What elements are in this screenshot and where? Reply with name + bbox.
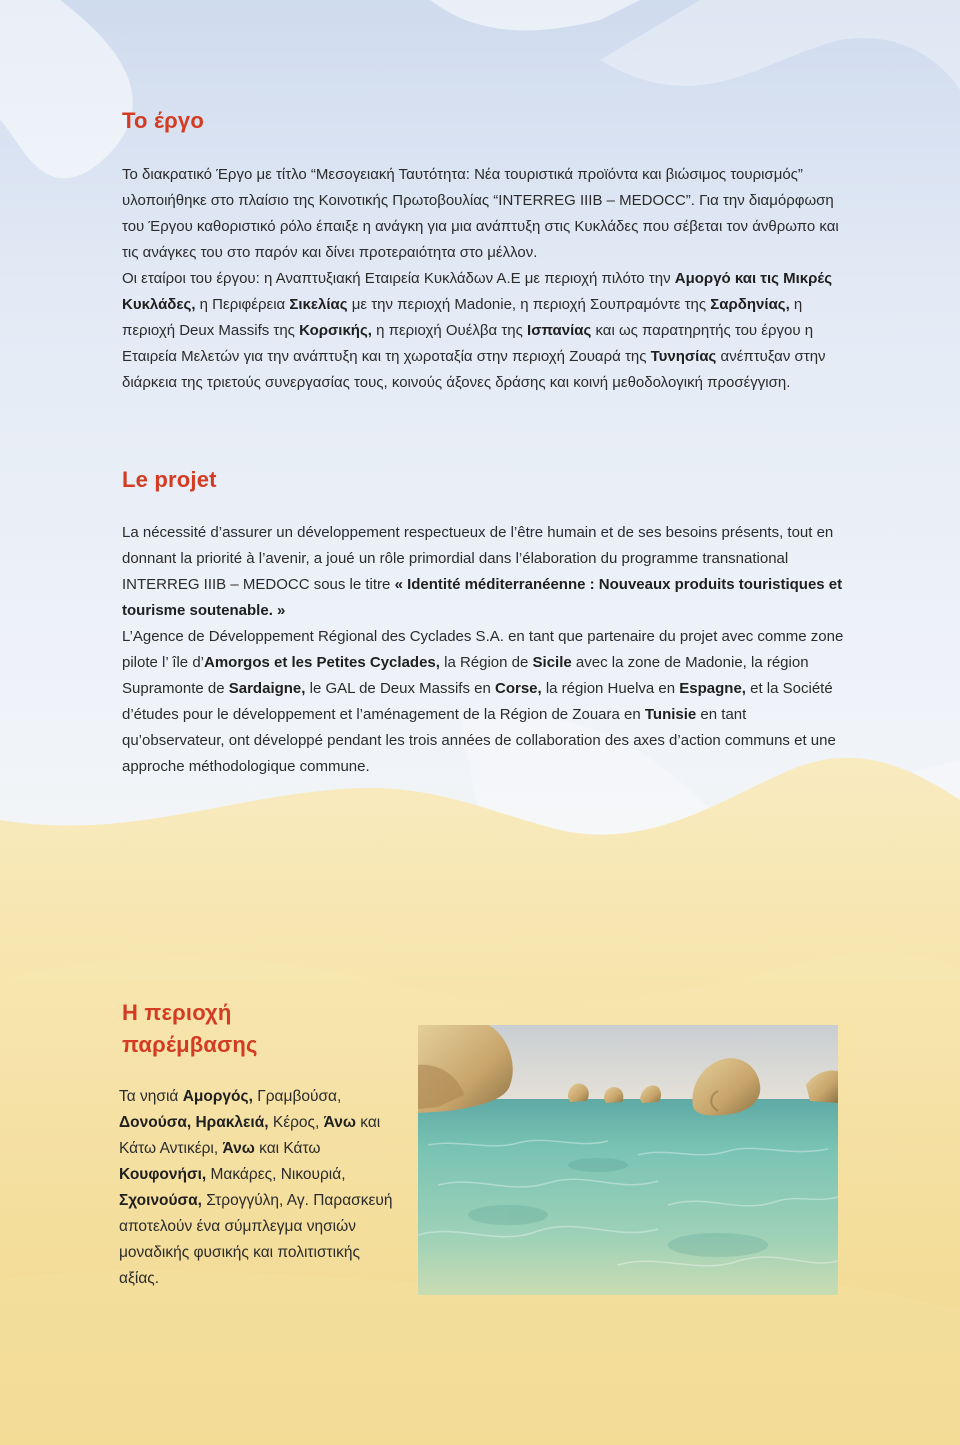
bold-text-run: Άνω	[323, 1114, 356, 1131]
greek-partners	[122, 270, 832, 391]
text-run: Οι εταίροι του έργου: η Αναπτυξιακή Εταιρεία Κυκλάδων Α.Ε με περιοχή πιλότο την	[122, 270, 675, 287]
text-run: Τα νησιά	[119, 1088, 183, 1105]
text-run: η περιοχή Ουέλβα της	[371, 322, 528, 339]
bold-text-run: Sicile	[532, 654, 572, 671]
text-run: η περιοχή Deux Massifs της	[122, 296, 803, 339]
bold-text-run: Tunisie	[644, 706, 697, 723]
text-run: et la Société d’études pour le développement et l’aménagement de la Région de Zouara en	[122, 680, 833, 723]
text-run: L’Agence de Développement Régional des Cyclades S.A. en tant que partenaire du projet avec comme zone pilote l’ île d’	[122, 628, 844, 671]
section-title-greek: Το έργο	[122, 108, 204, 133]
bold-text-run: Τυνησίας	[650, 348, 717, 365]
text-run: la région Huelva en	[541, 680, 680, 697]
bold-text-run: Κουφονήσι,	[119, 1166, 207, 1183]
bold-text-run: Σαρδηνίας,	[710, 296, 790, 313]
text-run: και ως παρατηρητής του έργου η Εταιρεία Μελετών για την ανάπτυξη και τη χωροταξία στην περιοχή Ζουαρά της	[122, 322, 814, 365]
bold-text-run: Κορσικής,	[299, 322, 372, 339]
text-run: Γραμβούσα,	[252, 1088, 342, 1105]
greek-intro	[122, 166, 839, 261]
bold-text-run: « Identité méditerranéenne : Nouveaux produits touristiques et tourisme soutenable. »	[122, 576, 843, 619]
text-run: le GAL de Deux Massifs en	[305, 680, 495, 697]
text-run: Κέρος,	[268, 1114, 324, 1131]
text-run: Το διακρατικό Έργο με τίτλο “Μεσογειακή Ταυτότητα: Νέα τουριστικά προϊόντα και βιώσιμος τουρισμός” υλοποιήθηκε στο πλαίσιο της Κοινοτικής Πρωτοβουλίας “INTERREG IIIB – MEDOCC”. Για την διαμόρφωση του Έργου καθοριστικό ρόλο έπαιξε η ανάγκη για μια ανάπτυξη στις Κυκλάδες που σέβεται τον άνθρωπο και τις ανάγκες του στο παρόν και δίνει προτεραιότητα στο μέλλον.	[122, 166, 839, 261]
text-run: en tant qu’observateur, ont développé pendant les trois années de collaboration des axes d’action communs et une approche méthodologique commune.	[122, 706, 836, 775]
text-run: la Région de	[439, 654, 533, 671]
text-run: La nécessité d’assurer un développement respectueux de l’être humain et de ses besoins présents, tout en donnant la priorité à l’avenir, a joué un rôle primordial dans l’élaboration du programme transnational INTERREG IIIB – MEDOCC sous le titre	[122, 524, 834, 593]
area-title-line-2: παρέμβασης	[122, 1032, 258, 1057]
bold-text-run: Αμοργός,	[182, 1088, 253, 1105]
bold-text-run: Δονούσα, Ηρακλειά,	[119, 1114, 269, 1131]
area-title-line-1: Η περιοχή	[122, 1000, 232, 1025]
greek-paragraph	[122, 162, 844, 396]
text-run: και Κάτω Αντικέρι,	[119, 1114, 381, 1157]
section-title-area	[122, 997, 258, 1061]
text-run: και Κάτω	[254, 1140, 321, 1157]
bold-text-run: Sardaigne,	[228, 680, 306, 697]
text-run: ανέπτυξαν στην διάρκεια της τριετούς συνεργασίας τους, κοινούς άξονες δράσης και κοινή μεθοδολογική προσέγγιση.	[122, 348, 826, 391]
section-title-french: Le projet	[122, 467, 217, 492]
bold-text-run: Ισπανίας	[527, 322, 592, 339]
bold-text-run: Corse,	[494, 680, 542, 697]
bold-text-run: Άνω	[222, 1140, 255, 1157]
text-run: Μακάρες, Νικουριά,	[206, 1166, 346, 1183]
text-run: με την περιοχή Madonie, η περιοχή Σουπραμόντε της	[347, 296, 711, 313]
bold-text-run: Σικελίας	[289, 296, 348, 313]
seascape-photo	[418, 1025, 838, 1295]
bold-text-run: Αμοργό και τις Μικρές Κυκλάδες,	[122, 270, 833, 313]
text-run: Στρογγύλη, Αγ. Παρασκευή αποτελούν ένα σύμπλεγμα νησιών μοναδικής φυσικής και πολιτιστικής αξίας.	[119, 1192, 393, 1287]
bold-text-run: Espagne,	[679, 680, 746, 697]
text-run: avec la zone de Madonie, la région Supramonte de	[122, 654, 809, 697]
bold-text-run: Σχοινούσα,	[119, 1192, 202, 1209]
bold-text-run: Amorgos et les Petites Cyclades,	[204, 654, 440, 671]
french-paragraph	[122, 520, 844, 780]
area-paragraph	[119, 1084, 394, 1292]
text-run: η Περιφέρεια	[195, 296, 290, 313]
